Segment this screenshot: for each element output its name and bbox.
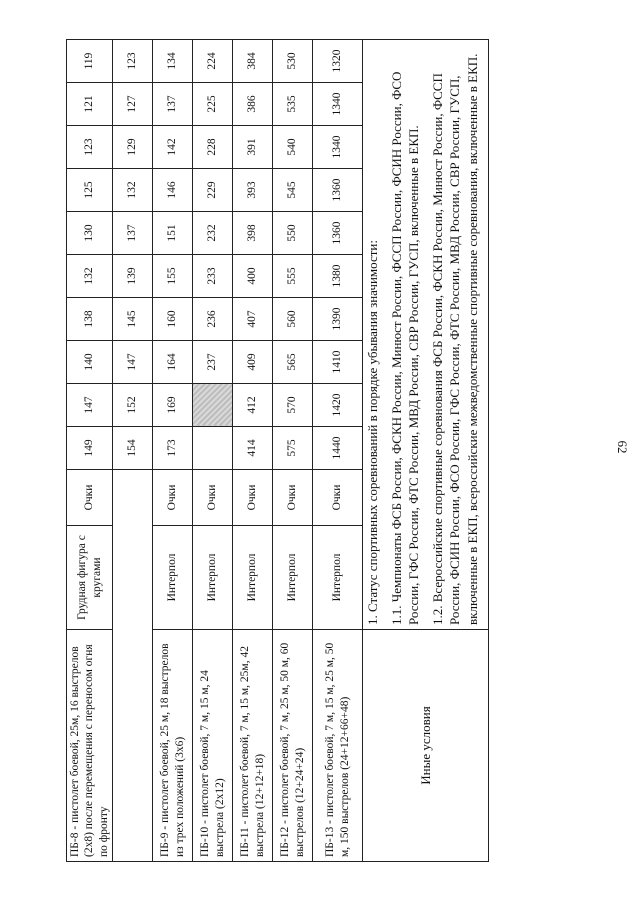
score-cell: 1340	[313, 83, 363, 126]
score-cell: 1390	[313, 298, 363, 341]
score-cell: 530	[273, 40, 313, 83]
exercise-label: ПБ-10 - пистолет боевой, 7 м, 15 м, 24 выстрела (2х12)	[193, 630, 233, 862]
score-cell: 1360	[313, 212, 363, 255]
score-cell: 152	[113, 384, 153, 427]
score-cell: 121	[67, 83, 113, 126]
score-cell: 229	[193, 169, 233, 212]
other-conditions-label: Иные условия	[363, 630, 489, 862]
score-cell: 132	[113, 169, 153, 212]
score-cell: 125	[67, 169, 113, 212]
score-cell: 237	[193, 341, 233, 384]
score-cell: 1360	[313, 169, 363, 212]
score-cell: 127	[113, 83, 153, 126]
unit-label: Очки	[313, 470, 363, 526]
score-cell: 224	[193, 40, 233, 83]
score-cell: 1340	[313, 126, 363, 169]
table-row	[363, 40, 489, 862]
score-cell	[193, 427, 233, 470]
score-cell: 1320	[313, 40, 363, 83]
score-cell: 147	[113, 341, 153, 384]
score-cell: 393	[233, 169, 273, 212]
score-cell: 228	[193, 126, 233, 169]
score-cell: 164	[153, 341, 193, 384]
score-cell: 407	[233, 298, 273, 341]
score-cell: 391	[233, 126, 273, 169]
target-type: Интерпол	[193, 526, 233, 630]
note-paragraph: 1. Статус спортивных соревнований в порядке убывания значимости:	[365, 240, 381, 625]
unit-label: Очки	[233, 470, 273, 526]
score-cell: 138	[67, 298, 113, 341]
table-row	[313, 40, 363, 862]
score-cell: 139	[113, 255, 153, 298]
score-cell: 550	[273, 212, 313, 255]
standards-table	[66, 39, 489, 862]
score-cell: 565	[273, 341, 313, 384]
note-paragraph: 1.2. Всероссийские спортивные соревнования ФСБ России, ФСКН России, Минюст России, ФССП России, ФСИН России, ФСО России, ГФС России, ФТС России, МВД России, СВР России, ГУСП, включенные в ЕКП, всероссийские межведомственные спортивные соревнования, включенные в ЕКП.	[429, 53, 480, 625]
score-cell: 145	[113, 298, 153, 341]
table-row	[193, 40, 233, 862]
score-cell: 134	[153, 40, 193, 83]
score-cell: 545	[273, 169, 313, 212]
shaded-cell	[193, 384, 233, 427]
target-type: Интерпол	[153, 526, 193, 630]
score-cell: 398	[233, 212, 273, 255]
table-row	[233, 40, 273, 862]
target-type: Интерпол	[273, 526, 313, 630]
score-cell: 535	[273, 83, 313, 126]
exercise-label: ПБ-11 - пистолет боевой, 7 м, 15 м, 25м, 42 выстрела (12+12+18)	[233, 630, 273, 862]
unit-label: Очки	[273, 470, 313, 526]
score-cell: 149	[67, 427, 113, 470]
score-cell: 570	[273, 384, 313, 427]
score-cell: 412	[233, 384, 273, 427]
score-cell: 173	[153, 427, 193, 470]
score-cell: 236	[193, 298, 233, 341]
unit-label: Очки	[153, 470, 193, 526]
score-cell: 142	[153, 126, 193, 169]
table-row	[67, 40, 113, 862]
score-cell: 119	[67, 40, 113, 83]
score-cell: 132	[67, 255, 113, 298]
score-cell: 1380	[313, 255, 363, 298]
score-cell: 575	[273, 427, 313, 470]
score-cell: 160	[153, 298, 193, 341]
score-cell: 130	[67, 212, 113, 255]
score-cell: 147	[67, 384, 113, 427]
table-row	[153, 40, 193, 862]
score-cell: 233	[193, 255, 233, 298]
score-cell: 129	[113, 126, 153, 169]
score-cell: 154	[113, 427, 153, 470]
score-cell: 151	[153, 212, 193, 255]
score-cell: 123	[113, 40, 153, 83]
score-cell: 555	[273, 255, 313, 298]
unit-label: Очки	[67, 470, 113, 526]
note-paragraph: 1.1. Чемпионаты ФСБ России, ФСКН России, Минюст России, ФССП России, ФСИН России, ФСО России, ГФС России, ФТС России, МВД России, СВР России, ГУСП, включенные в ЕКП.	[388, 71, 422, 625]
exercise-label: ПБ-9 - пистолет боевой, 25 м, 18 выстрелов из трех положений (3х6)	[153, 630, 193, 862]
score-cell: 560	[273, 298, 313, 341]
unit-label: Очки	[193, 470, 233, 526]
score-cell: 169	[153, 384, 193, 427]
score-cell: 409	[233, 341, 273, 384]
exercise-label: ПБ-8 - пистолет боевой, 25м, 16 выстрелов (2х8) после перемещения с переносом огня по фронту	[67, 630, 113, 862]
score-cell: 232	[193, 212, 233, 255]
exercise-label: ПБ-13 - пистолет боевой, 7 м, 15 м, 25 м, 50 м, 150 выстрелов (24+12+66+48)	[313, 630, 363, 862]
score-cell: 1410	[313, 341, 363, 384]
target-type: Интерпол	[233, 526, 273, 630]
exercise-label: ПБ-12 - пистолет боевой, 7 м, 25 м, 50 м, 60 выстрелов (12+24+24)	[273, 630, 313, 862]
score-cell: 146	[153, 169, 193, 212]
page-number: 62	[615, 440, 630, 454]
score-cell: 137	[113, 212, 153, 255]
score-cell: 137	[153, 83, 193, 126]
score-cell: 384	[233, 40, 273, 83]
score-cell: 225	[193, 83, 233, 126]
score-cell: 140	[67, 341, 113, 384]
score-cell: 414	[233, 427, 273, 470]
continuation-cell	[113, 470, 153, 862]
notes-cell	[363, 40, 489, 630]
score-cell: 123	[67, 126, 113, 169]
score-cell: 386	[233, 83, 273, 126]
target-type: Интерпол	[313, 526, 363, 630]
target-type: Грудная фигура с кругами	[67, 526, 113, 630]
table-row	[113, 40, 153, 862]
table-row	[273, 40, 313, 862]
score-cell: 1440	[313, 427, 363, 470]
score-cell: 155	[153, 255, 193, 298]
score-cell: 400	[233, 255, 273, 298]
score-cell: 1420	[313, 384, 363, 427]
table-wrapper	[66, 42, 480, 862]
score-cell: 540	[273, 126, 313, 169]
